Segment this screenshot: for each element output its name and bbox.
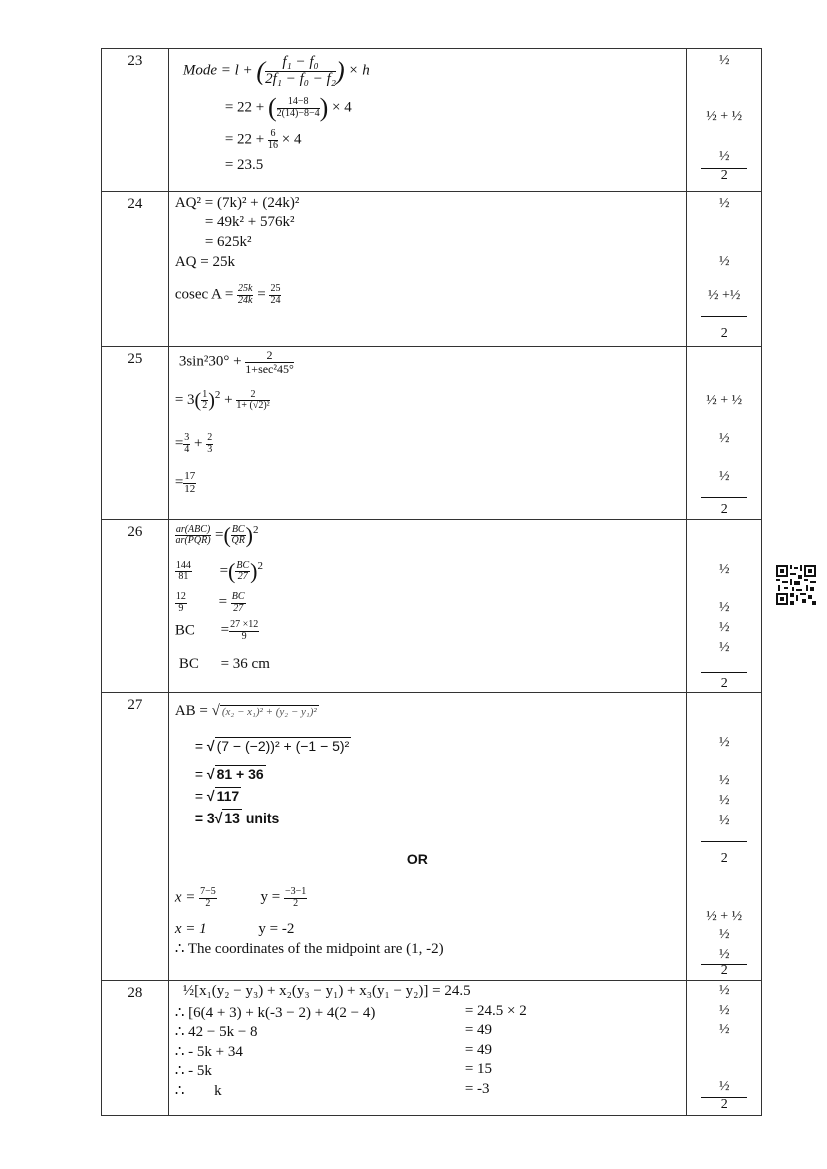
step-line: = 625k² [204, 234, 252, 250]
question-number: 23 [102, 49, 169, 192]
marking-scheme-table [101, 48, 762, 1116]
marks-cell [687, 192, 762, 347]
answer-value: = -3 [464, 1081, 490, 1097]
area-formula: ½[x₁(y₂ − y₃) + x₂(y₃ − y₁) + x₃(y₁ − y₂)] = 24.5 [182, 983, 471, 999]
step-line: = √ (7 − (−2))² + (−1 − 5)² [194, 738, 350, 754]
mark: ½ [718, 640, 730, 655]
solution-cell [168, 347, 686, 520]
mode-formula: Mode = l + ( $\frac{\text{f₁ − f₀}}{\text{2f₁ − f₀ − f₂}}$ ) × h [182, 54, 370, 87]
step-value: = 49 [464, 1022, 493, 1038]
mark: ½ [718, 149, 730, 164]
total-rule [701, 316, 747, 317]
step-value: = 15 [464, 1061, 493, 1077]
mark: ½ [718, 431, 730, 446]
step-line: AQ = 25k [174, 254, 235, 270]
step-line: = 3( $\frac{1}{2}$ )$^2$ + $\frac{2}{\text{1+ (√2)²}}$ [174, 388, 270, 412]
mark: ½ [718, 735, 730, 750]
answer-line: = $\frac{17}{12}$ [174, 470, 196, 495]
step-line: = √ 81 + 36 [194, 766, 264, 782]
step-value: = 49 [464, 1042, 493, 1058]
mark: ½ [718, 254, 730, 269]
total-mark: 2 [720, 502, 728, 517]
mark: ½ + ½ [706, 393, 743, 408]
step-line: = 49k² + 576k² [204, 214, 295, 230]
distance-formula: AB = √ (x₂ − x₁)² + (y₂ − y₁)² [174, 703, 317, 719]
midpoint-line: x = $\frac{7-5}{2}$ y = $\frac{-3-1}{2}$ [174, 886, 307, 909]
total-mark: 2 [720, 326, 728, 341]
marks-cell [687, 49, 762, 192]
total-rule [701, 841, 747, 842]
solution-cell [168, 192, 686, 347]
marks-cell [687, 693, 762, 981]
step-line: ∴ - 5k + 34 [174, 1044, 243, 1060]
total-mark: 2 [720, 963, 728, 978]
mark: ½ [718, 600, 730, 615]
conclusion-line: ∴ The coordinates of the midpoint are (1, -2) [174, 941, 444, 957]
answer-line: BC = 36 cm [178, 656, 270, 672]
total-mark: 2 [720, 851, 728, 866]
step-line: ∴ 42 − 5k − 8 [174, 1024, 258, 1040]
step-line: $\frac{144}{81}$ =( $\frac{BC}{27}$ )$^2$ [175, 558, 263, 584]
qr-code-image [776, 565, 816, 605]
mark: ½ [718, 813, 730, 828]
step-value: = 24.5 × 2 [464, 1003, 527, 1019]
step-line: cosec A = $\frac{25k}{24k}$ = $\frac{25}{24}$ [174, 283, 281, 306]
mark: ½ [718, 927, 730, 942]
mark: ½ + ½ [706, 109, 743, 124]
question-number: 25 [102, 347, 169, 520]
solution-cell [168, 49, 686, 192]
mark: ½ [718, 947, 730, 962]
total-mark: 2 [720, 168, 728, 183]
mark: ½ [718, 1003, 730, 1018]
question-number: 28 [102, 981, 169, 1116]
mark: ½ [718, 469, 730, 484]
total-mark: 2 [720, 676, 728, 691]
step-line: = 22 + ( $\frac{14-8}{2(14)-8-4}$ ) × 4 [224, 93, 352, 122]
step-line: = $\frac{3}{4}$ + $\frac{2}{3}$ [174, 432, 213, 455]
answer-line: = 3√ 13 units [194, 810, 280, 826]
or-separator: OR [406, 851, 428, 867]
total-mark: 2 [720, 1097, 728, 1112]
marks-cell [687, 981, 762, 1116]
mark: ½ +½ [708, 288, 741, 303]
mark: ½ [718, 562, 730, 577]
question-row-23 [102, 49, 762, 192]
question-row-24 [102, 192, 762, 347]
solution-cell [168, 693, 686, 981]
question-row-27 [102, 693, 762, 981]
mark: ½ [718, 620, 730, 635]
mark: ½ [718, 1079, 730, 1094]
question-number: 24 [102, 192, 169, 347]
step-line: ∴ - 5k [174, 1063, 212, 1079]
step-line: AQ² = (7k)² + (24k)² [174, 195, 300, 211]
midpoint-values: x = 1 y = -2 [174, 921, 295, 937]
mark: ½ [718, 1022, 730, 1037]
mark: ½ [718, 773, 730, 788]
total-rule [701, 497, 747, 498]
total-rule [701, 672, 747, 673]
question-row-25 [102, 347, 762, 520]
answer-line: ∴ k [174, 1083, 222, 1099]
step-line: = √ 117 [194, 788, 240, 804]
step-line: BC = $\frac{27 \times 12}{9}$ [174, 619, 259, 642]
marks-cell [687, 347, 762, 520]
mark: ½ [718, 53, 730, 68]
step-line: $\frac{\text{ar(ABC)}}{\text{ar(PQR)}}$ =( $\frac{BC}{QR}$ )$^2$ [175, 522, 259, 548]
mark: ½ [718, 793, 730, 808]
mark: ½ [718, 983, 730, 998]
step-line: 3sin²30° + $\frac{2}{\text{1+sec²45°}}$ [178, 348, 294, 376]
step-line: ∴ [6(4 + 3) + k(-3 − 2) + 4(2 − 4) [174, 1005, 376, 1021]
step-line: $\frac{12}{9}$ = $\frac{BC}{27}$ [175, 591, 245, 614]
step-line: = 22 + $\frac{6}{16}$ × 4 [224, 128, 302, 151]
solution-cell [168, 520, 686, 693]
mark: ½ [718, 196, 730, 211]
question-number: 26 [102, 520, 169, 693]
question-row-26 [102, 520, 762, 693]
solution-cell [168, 981, 686, 1116]
mark: ½ + ½ [706, 909, 743, 924]
question-number: 27 [102, 693, 169, 981]
question-row-28 [102, 981, 762, 1116]
marks-cell [687, 520, 762, 693]
answer-line: = 23.5 [224, 157, 264, 173]
